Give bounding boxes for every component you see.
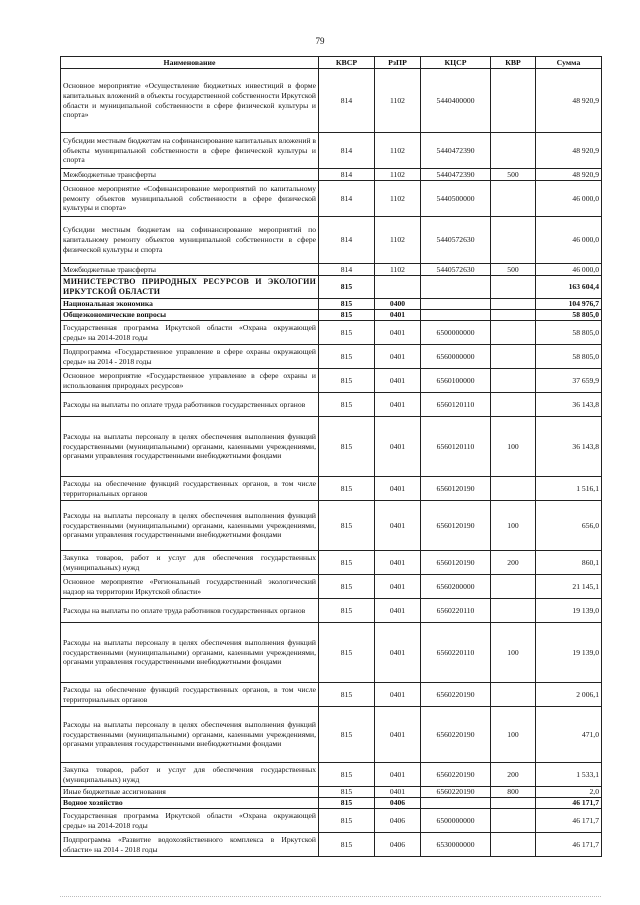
table-row [61,181,602,217]
row-kvr: 800 [491,787,536,798]
row-sum: 19 139,0 [536,599,602,623]
table-row [61,169,602,181]
row-kcsr: 5440572630 [421,264,491,276]
table-row [61,809,602,833]
row-kvr [491,299,536,310]
page-bottom-divider [60,896,601,898]
table-row [61,477,602,501]
table-row [61,310,602,321]
row-kcsr: 6560000000 [421,345,491,369]
row-sum: 1 516,1 [536,477,602,501]
row-kvr: 200 [491,551,536,575]
page-number: 79 [315,36,325,46]
row-sum: 19 139,0 [536,623,602,683]
row-name: Основное мероприятие «Региональный государственный экологический надзор на территории Иркутской области» [61,575,319,599]
row-name: Государственная программа Иркутской области «Охрана окружающей среды» на 2014-2018 годы [61,809,319,833]
row-rzpr: 1102 [375,181,421,217]
row-sum: 58 805,0 [536,321,602,345]
row-kvsr: 815 [319,798,375,809]
table-row [61,763,602,787]
row-name: Основное мероприятие «Софинансирование мероприятий по капитальному ремонту объектов муниципальной собственности в сфере физической культуры и спорта» [61,181,319,217]
row-sum: 860,1 [536,551,602,575]
row-sum: 656,0 [536,501,602,551]
row-rzpr: 0401 [375,599,421,623]
row-sum: 471,0 [536,707,602,763]
row-rzpr: 0401 [375,393,421,417]
row-kvr [491,683,536,707]
row-kvr [491,833,536,857]
row-kcsr: 6560220190 [421,787,491,798]
header-rzpr: РзПР [375,57,421,69]
row-kvr [491,393,536,417]
table-row [61,299,602,310]
row-kvr: 100 [491,707,536,763]
row-sum: 37 659,9 [536,369,602,393]
row-name: Субсидии местным бюджетам на софинансирование мероприятий по капитальному ремонту объектов муниципальной собственности в сфере физической культуры и спорта [61,217,319,264]
row-rzpr: 0401 [375,575,421,599]
row-rzpr: 0401 [375,623,421,683]
row-kcsr: 6530000000 [421,833,491,857]
row-kvr [491,477,536,501]
row-rzpr: 0406 [375,833,421,857]
row-kcsr: 5440500000 [421,181,491,217]
row-rzpr: 1102 [375,217,421,264]
row-kvsr: 815 [319,501,375,551]
row-kvr [491,133,536,169]
row-sum: 46 000,0 [536,181,602,217]
row-kvsr: 815 [319,310,375,321]
row-name: Межбюджетные трансферты [61,264,319,276]
row-rzpr: 0401 [375,787,421,798]
row-kvsr: 815 [319,623,375,683]
row-rzpr: 0401 [375,551,421,575]
row-name: Расходы на обеспечение функций государственных органов, в том числе территориальных органов [61,477,319,501]
row-kvsr: 815 [319,393,375,417]
table-row [61,417,602,477]
row-name: Подпрограмма «Развитие водохозяйственного комплекса в Иркутской области» на 2014 - 2018 годы [61,833,319,857]
row-kvsr: 814 [319,264,375,276]
table-row [61,575,602,599]
row-kvr: 100 [491,417,536,477]
row-name: Иные бюджетные ассигнования [61,787,319,798]
row-kvr: 100 [491,623,536,683]
row-kvsr: 815 [319,809,375,833]
row-sum: 58 805,0 [536,310,602,321]
row-kcsr: 6560220190 [421,683,491,707]
row-name: Государственная программа Иркутской области «Охрана окружающей среды» на 2014-2018 годы [61,321,319,345]
row-sum: 36 143,8 [536,417,602,477]
row-kvsr: 815 [319,417,375,477]
row-name: Основное мероприятие «Осуществление бюджетных инвестиций в форме капитальных вложений в объекты государственной собственности Иркутской области и муниципальной собственности в сфере физической культуры и спорта» [61,69,319,133]
row-sum: 21 145,1 [536,575,602,599]
row-sum: 48 920,9 [536,169,602,181]
row-kvr [491,575,536,599]
row-name: Водное хозяйство [61,798,319,809]
row-kvr [491,217,536,264]
row-kvr [491,809,536,833]
row-kcsr: 5440472390 [421,133,491,169]
row-kvsr: 814 [319,169,375,181]
row-sum: 46 171,7 [536,809,602,833]
row-kcsr [421,276,491,299]
row-kvsr: 814 [319,217,375,264]
row-rzpr: 0401 [375,345,421,369]
table-row [61,321,602,345]
row-kvr [491,69,536,133]
row-sum: 2,0 [536,787,602,798]
row-kvsr: 815 [319,683,375,707]
row-rzpr: 0406 [375,809,421,833]
row-sum: 46 000,0 [536,264,602,276]
row-sum: 1 533,1 [536,763,602,787]
row-kvr [491,345,536,369]
row-kvsr: 814 [319,69,375,133]
row-sum: 2 006,1 [536,683,602,707]
row-rzpr: 0401 [375,310,421,321]
table-row [61,551,602,575]
row-sum: 48 920,9 [536,133,602,169]
row-rzpr: 0401 [375,707,421,763]
row-kvr [491,181,536,217]
row-name: Закупка товаров, работ и услуг для обеспечения государственных (муниципальных) нужд [61,551,319,575]
row-name: Расходы на выплаты по оплате труда работников государственных органов [61,599,319,623]
row-kcsr: 6560120110 [421,417,491,477]
table-row [61,599,602,623]
row-kvr: 100 [491,501,536,551]
row-kvr: 500 [491,169,536,181]
row-kcsr: 6500000000 [421,321,491,345]
table-row [61,345,602,369]
row-rzpr: 0401 [375,683,421,707]
row-rzpr: 0401 [375,763,421,787]
row-kcsr [421,798,491,809]
table-row [61,264,602,276]
row-kvr: 200 [491,763,536,787]
table-row [61,787,602,798]
row-name: Общеэкономические вопросы [61,310,319,321]
row-sum: 46 171,7 [536,833,602,857]
row-kcsr: 5440572630 [421,217,491,264]
row-rzpr: 1102 [375,69,421,133]
row-kvsr: 815 [319,321,375,345]
row-name: Закупка товаров, работ и услуг для обеспечения государственных (муниципальных) нужд [61,763,319,787]
row-rzpr: 1102 [375,264,421,276]
table-row [61,501,602,551]
row-kvsr: 815 [319,276,375,299]
table-body [61,69,602,857]
row-rzpr: 0401 [375,501,421,551]
table-header-row [61,57,602,69]
row-rzpr: 0400 [375,299,421,310]
row-kvr [491,369,536,393]
row-name: Расходы на выплаты персоналу в целях обеспечения выполнения функций государственными (муниципальными) органами, казенными учреждениями, органами управления государственными внебюджетными фондами [61,417,319,477]
row-kcsr: 6560120190 [421,551,491,575]
row-kvsr: 815 [319,551,375,575]
row-kvsr: 815 [319,299,375,310]
row-sum: 48 920,9 [536,69,602,133]
header-kcsr: КЦСР [421,57,491,69]
row-kvsr: 814 [319,133,375,169]
row-kvsr: 815 [319,345,375,369]
row-kcsr: 6560120110 [421,393,491,417]
row-kvsr: 814 [319,181,375,217]
row-name: Подпрограмма «Государственное управление в сфере охраны окружающей среды» на 2014 - 2018 годы [61,345,319,369]
header-sum: Сумма [536,57,602,69]
row-kvsr: 815 [319,369,375,393]
table-row [61,393,602,417]
row-name: Расходы на выплаты по оплате труда работников государственных органов [61,393,319,417]
row-name: Расходы на обеспечение функций государственных органов, в том числе территориальных органов [61,683,319,707]
row-rzpr: 0401 [375,477,421,501]
row-kvr [491,798,536,809]
table-row [61,69,602,133]
row-sum: 36 143,8 [536,393,602,417]
row-name: Расходы на выплаты персоналу в целях обеспечения выполнения функций государственными (муниципальными) органами, казенными учреждениями, органами управления государственными внебюджетными фондами [61,501,319,551]
table-row [61,623,602,683]
row-kvr [491,276,536,299]
row-kvsr: 815 [319,707,375,763]
row-kcsr: 6560100000 [421,369,491,393]
row-kvsr: 815 [319,575,375,599]
row-kvsr: 815 [319,787,375,798]
row-kcsr: 6560220190 [421,707,491,763]
row-rzpr: 0406 [375,798,421,809]
row-name: Межбюджетные трансферты [61,169,319,181]
row-kvsr: 815 [319,599,375,623]
row-rzpr: 0401 [375,369,421,393]
row-name: Расходы на выплаты персоналу в целях обеспечения выполнения функций государственными (муниципальными) органами, казенными учреждениями, органами управления государственными внебюджетными фондами [61,623,319,683]
row-sum: 46 000,0 [536,217,602,264]
row-rzpr [375,276,421,299]
header-kvsr: КВСР [319,57,375,69]
row-sum: 46 171,7 [536,798,602,809]
table-row [61,707,602,763]
row-kvr [491,321,536,345]
row-rzpr: 0401 [375,417,421,477]
header-name: Наименование [61,57,319,69]
row-sum: 163 604,4 [536,276,602,299]
table-row [61,833,602,857]
row-kcsr: 6560220110 [421,623,491,683]
row-kcsr: 5440400000 [421,69,491,133]
row-name: МИНИСТЕРСТВО ПРИРОДНЫХ РЕСУРСОВ И ЭКОЛОГИИ ИРКУТСКОЙ ОБЛАСТИ [61,276,319,299]
row-kvsr: 815 [319,763,375,787]
header-kvr: КВР [491,57,536,69]
row-kcsr: 5440472390 [421,169,491,181]
row-name: Субсидии местным бюджетам на софинансирование капитальных вложений в объекты муниципальной собственности в сфере физической культуры и спорта [61,133,319,169]
row-name: Национальная экономика [61,299,319,310]
row-rzpr: 1102 [375,133,421,169]
row-kcsr [421,310,491,321]
row-sum: 104 976,7 [536,299,602,310]
row-rzpr: 0401 [375,321,421,345]
row-kvr [491,310,536,321]
row-kvsr: 815 [319,833,375,857]
row-kcsr: 6560220190 [421,763,491,787]
budget-table [60,56,602,857]
table-row [61,369,602,393]
row-sum: 58 805,0 [536,345,602,369]
table-row [61,683,602,707]
row-kcsr: 6500000000 [421,809,491,833]
row-kcsr: 6560220110 [421,599,491,623]
table-row [61,133,602,169]
table-row [61,276,602,299]
table-row [61,798,602,809]
row-kcsr: 6560120190 [421,477,491,501]
row-name: Основное мероприятие «Государственное управление в сфере охраны и использования природных ресурсов» [61,369,319,393]
row-rzpr: 1102 [375,169,421,181]
row-kcsr [421,299,491,310]
row-kvsr: 815 [319,477,375,501]
row-kcsr: 6560200000 [421,575,491,599]
row-kcsr: 6560120190 [421,501,491,551]
row-kvr [491,599,536,623]
row-name: Расходы на выплаты персоналу в целях обеспечения выполнения функций государственными (муниципальными) органами, казенными учреждениями, органами управления государственными внебюджетными фондами [61,707,319,763]
table-row [61,217,602,264]
row-kvr: 500 [491,264,536,276]
